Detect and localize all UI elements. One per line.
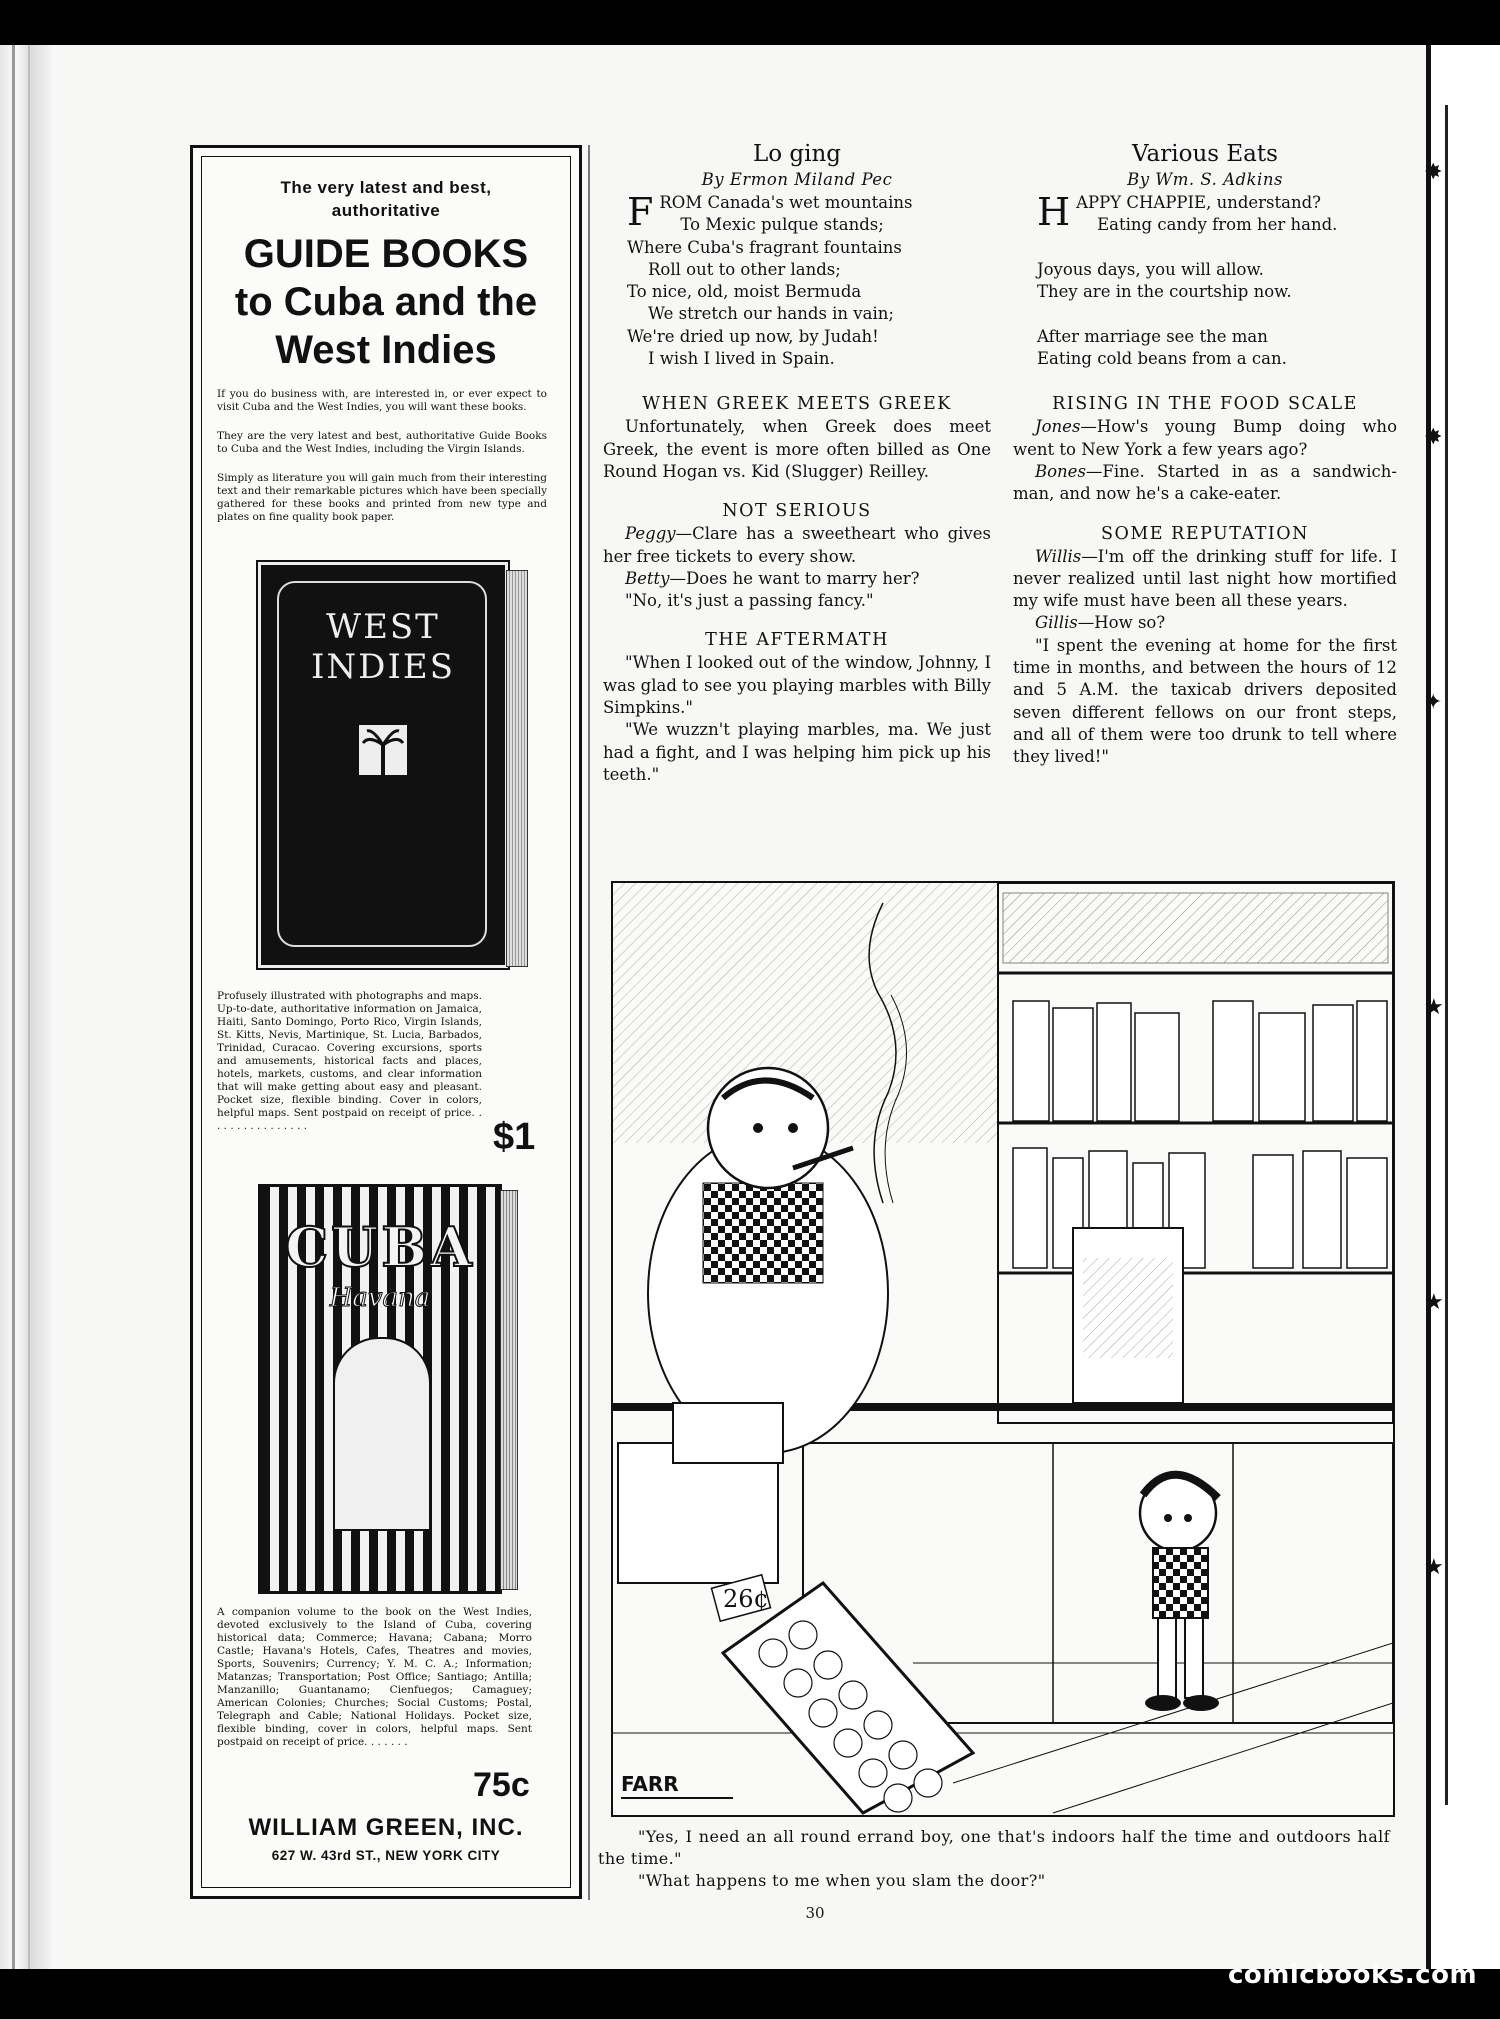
ad-lead-text bbox=[193, 176, 579, 222]
star-ornament-icon: ★ bbox=[1424, 1290, 1444, 1315]
page-number: 30 bbox=[805, 1904, 825, 1922]
book-cover-title: WEST bbox=[326, 607, 440, 647]
speaker-name: Peggy bbox=[625, 524, 676, 544]
section-heading: RISING IN THE FOOD SCALE bbox=[1052, 394, 1358, 415]
section-text: "When I looked out of the window, Johnny, I was glad to see you playing marbles with Billy Simpkins." bbox=[603, 653, 991, 718]
dialogue-text: —I'm off the drinking stuff for life. I never realized until last night how mortified my wife must have been all these years. bbox=[1013, 546, 1397, 611]
poem-body bbox=[1037, 192, 1397, 370]
section-text: Unfortunately, when Greek does meet Greek, the event is more often billed as One Round Hogan vs. Kid (Slugger) Reilley. bbox=[603, 417, 991, 481]
speaker-name: Betty bbox=[625, 568, 670, 588]
speaker-name: Gillis bbox=[1035, 613, 1078, 633]
speaker-name: Bones bbox=[1035, 461, 1086, 481]
right-column bbox=[1013, 140, 1397, 769]
book-cover-title: INDIES bbox=[311, 647, 455, 687]
dialogue-line bbox=[1013, 546, 1397, 613]
poem-title: Various Eats bbox=[1132, 141, 1278, 167]
section-heading: NOT SERIOUS bbox=[722, 501, 872, 522]
west-indies-book-description: Profusely illustrated with photographs and maps. Up-to-date, authoritative information on Jamaica, Haiti, Santo Domingo, Porto Rico, Virgin Islands, St. Kitts, Nevis, Martinique, St. Lucia, Barbados, Trinidad, Curacao. Covering excursions, sports and amusements, historical facts and places, hotels, markets, customs, and clear information that will make getting about easy and pleasant. Pocket size, flexible binding. Cover in colors, helpful maps. Sent postpaid on receipt of price. . . . . . . . . . . . . . . . bbox=[217, 990, 482, 1132]
poem-title: Lo ging bbox=[752, 141, 842, 167]
speaker-name: Jones bbox=[1035, 417, 1081, 437]
dialogue-line bbox=[603, 568, 991, 590]
ad-headline-line: to Cuba and the bbox=[234, 280, 538, 324]
column-divider bbox=[588, 145, 590, 1900]
dialogue-line: "I spent the evening at home for the first time in months, and between the hours of 12 and 5 A.M. the taxicab drivers deposited seven different fellows on our front steps, and all of them were too drunk to tell where they lived!" bbox=[1013, 635, 1397, 767]
dialogue-text: —How's young Bump doing who went to New York a few years ago? bbox=[1013, 417, 1397, 459]
dialogue-line bbox=[1013, 416, 1397, 461]
caption-line: "What happens to me when you slam the door?" bbox=[638, 1871, 1046, 1890]
site-watermark: comicbooks.com bbox=[1228, 1960, 1478, 1990]
ad-headline bbox=[193, 230, 579, 374]
dialogue-text: —Clare has a sweetheart who gives her free tickets to every show. bbox=[603, 524, 991, 566]
west-indies-price: $1 bbox=[493, 1116, 536, 1158]
section-heading: WHEN GREEK MEETS GREEK bbox=[642, 394, 952, 415]
book-cover-subtitle: Havana bbox=[329, 1283, 431, 1313]
book-cover-title: CUBA bbox=[285, 1215, 475, 1279]
speaker-name: Willis bbox=[1035, 546, 1082, 566]
dialogue-line: "No, it's just a passing fancy." bbox=[625, 591, 874, 611]
poem-lines: APPY CHAPPIE, understand? Eating candy from her hand. Joyous days, you will allow. They are in the courtship now. After marriage see the man Eating cold beans from a can. bbox=[1037, 193, 1338, 369]
dialogue-line bbox=[1013, 612, 1397, 634]
cuba-book-description: A companion volume to the book on the West Indies, devoted exclusively to the Island of Cuba, covering historical data; Commerce; Havana; Cabana; Morro Castle; Havana's Hotels, Cafes, Theatres and movies, Sports, Souvenirs; Currency; Y. M. C. A.; Information; Matanzas; Transportation; Post Office; Santiago; Antilla; Manzanillo; Guantanamo; Cienfuegos; Camaguey; American Colonies; Churches; Social Customs; Postal, Telegraph and Cable; National Holidays. Pocket size, flexible binding, cover in colors, helpful maps. Sent postpaid on receipt of price. . . . . . . bbox=[217, 1606, 532, 1748]
ad-lead-line: authoritative bbox=[331, 201, 441, 220]
section-text: "We wuzzn't playing marbles, ma. We just had a fight, and I was helping him pick up his teeth." bbox=[603, 720, 991, 784]
drop-cap: H bbox=[1037, 190, 1071, 234]
egg-price-tag: 26¢ bbox=[723, 1585, 769, 1613]
star-ornament-icon: ✦ bbox=[1424, 690, 1443, 715]
dialogue-text: —How so? bbox=[1077, 613, 1166, 633]
ad-company-name: WILLIAM GREEN, INC. bbox=[248, 1814, 524, 1841]
page-binding bbox=[0, 45, 52, 1969]
cuba-cover-illustration bbox=[333, 1337, 431, 1531]
palm-tree-icon bbox=[359, 725, 407, 783]
section-heading: SOME REPUTATION bbox=[1101, 523, 1309, 544]
cuba-price: 75c bbox=[473, 1766, 530, 1804]
star-ornament-icon: ✸ bbox=[1424, 160, 1443, 185]
ad-company-address: 627 W. 43rd ST., NEW YORK CITY bbox=[271, 1848, 501, 1863]
star-ornament-icon: ✸ bbox=[1424, 425, 1443, 450]
ad-headline-line: West Indies bbox=[275, 328, 497, 372]
poem-byline: By Ermon Miland Pec bbox=[701, 170, 893, 189]
ad-intro-paragraph: If you do business with, are interested in, or ever expect to visit Cuba and the West Indies, you will want these books. bbox=[217, 388, 547, 413]
dialogue-text: —Fine. Started in as a sandwich-man, and now he's a cake-eater. bbox=[1013, 461, 1397, 504]
grocery-cartoon-illustration bbox=[611, 881, 1395, 1817]
ad-intro-paragraph: They are the very latest and best, authoritative Guide Books to Cuba and the West Indies, including the Virgin Islands. bbox=[217, 430, 547, 455]
west-indies-book-image bbox=[258, 562, 528, 966]
caption-line: "Yes, I need an all round errand boy, one that's indoors half the time and outdoors half the time." bbox=[598, 1827, 1390, 1868]
guide-books-advertisement bbox=[190, 145, 582, 1899]
star-ornament-icon: ★ bbox=[1424, 1555, 1444, 1580]
ad-headline-line: GUIDE BOOKS bbox=[243, 232, 529, 276]
artist-signature: FARR bbox=[621, 1772, 679, 1796]
section-heading: THE AFTERMATH bbox=[705, 630, 889, 651]
dialogue-line bbox=[603, 523, 991, 568]
cartoon-caption bbox=[598, 1826, 1390, 1892]
poem-lines: ROM Canada's wet mountains To Mexic pulque stands; Where Cuba's fragrant fountains Roll out to other lands; To nice, old, moist Bermuda We stretch our hands in vain; We're dried up now, by Judah! I wish I lived in Spain. bbox=[627, 193, 913, 369]
poem-body bbox=[627, 192, 991, 370]
cuba-book-image bbox=[258, 1184, 518, 1592]
drop-cap: F bbox=[627, 190, 654, 234]
poem-byline: By Wm. S. Adkins bbox=[1127, 170, 1283, 189]
star-ornament-icon: ★ bbox=[1424, 995, 1444, 1020]
ad-lead-line: The very latest and best, bbox=[280, 178, 492, 197]
ad-intro-paragraph: Simply as literature you will gain much from their interesting text and their remarkable pictures which have been specially gathered for these books and printed from new type and plates on fine quality book paper. bbox=[217, 472, 547, 523]
middle-column bbox=[603, 140, 991, 786]
dialogue-line bbox=[1013, 461, 1397, 506]
dialogue-text: —Does he want to marry her? bbox=[669, 568, 920, 588]
